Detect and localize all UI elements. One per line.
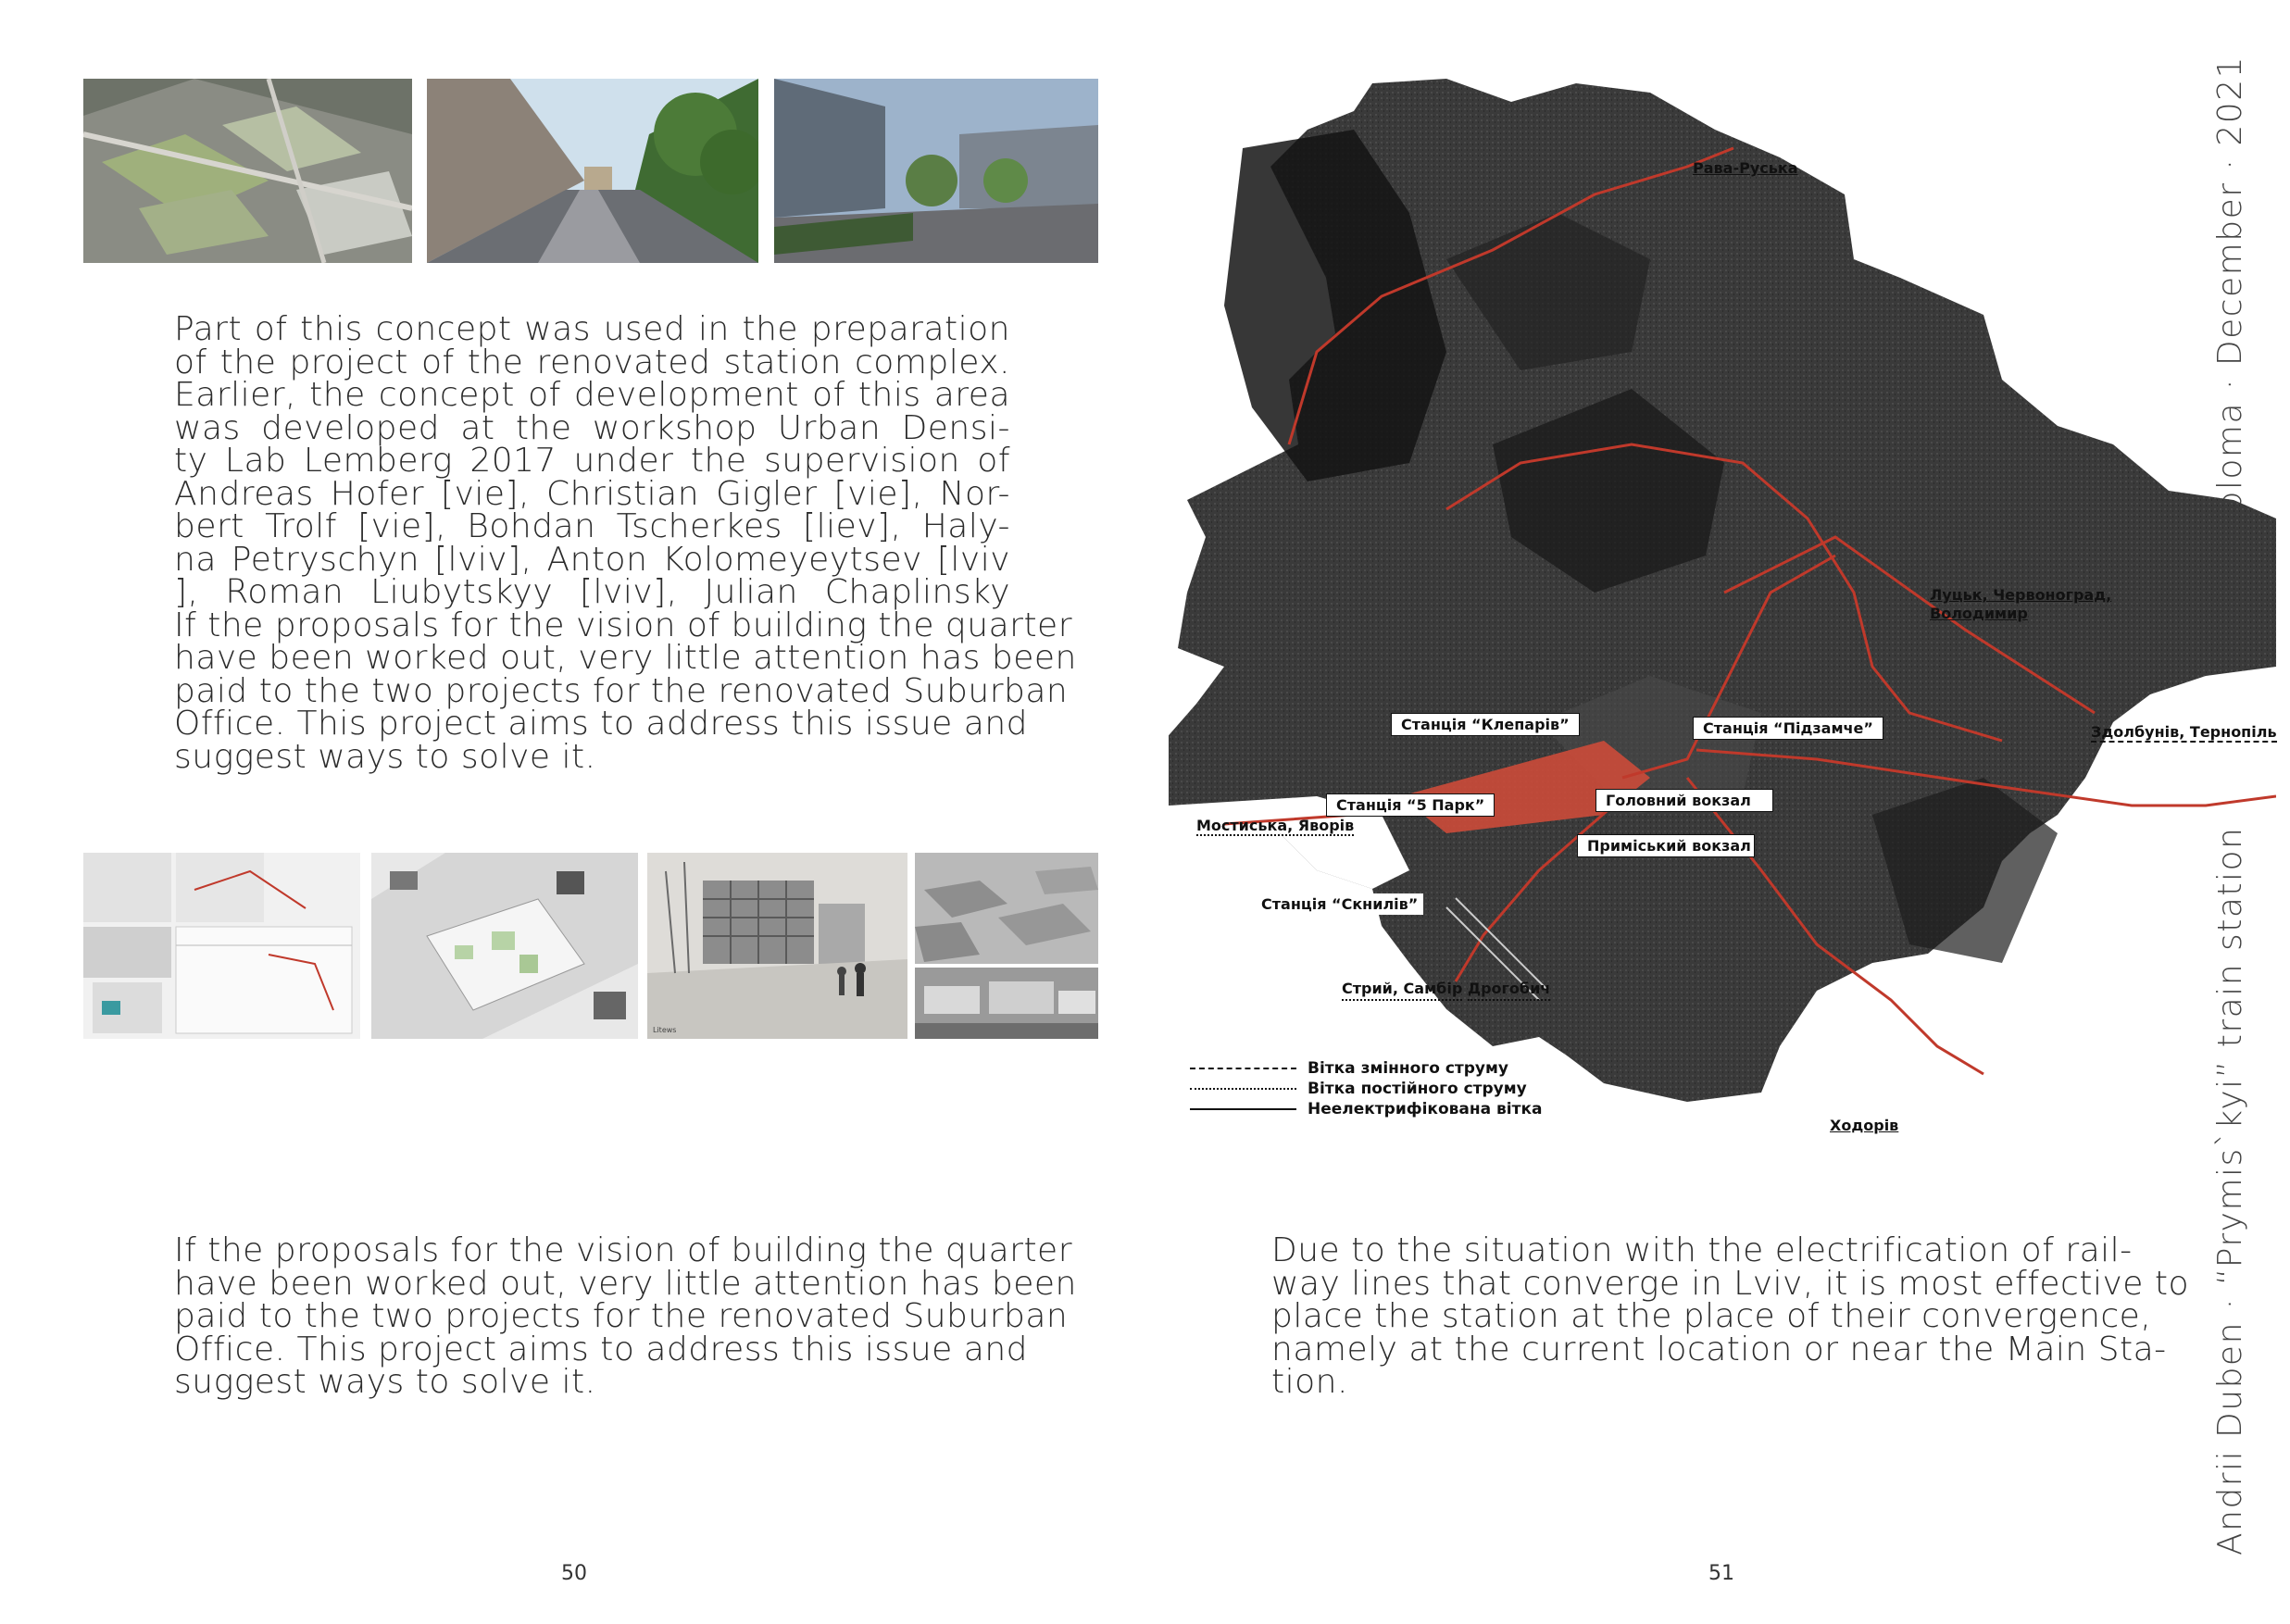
map-label-stryi-line2: Дрогобич	[1468, 979, 1550, 1001]
legend-dotted-line	[1190, 1088, 1296, 1090]
legend-label: Вітка постійного струму	[1308, 1080, 1527, 1098]
text-line: If the proposals for the vision of building the quarter	[174, 606, 1073, 644]
legend-item-dc	[1190, 1079, 1542, 1099]
legend-item-ac	[1190, 1058, 1542, 1079]
text-line: ty Lab Lemberg 2017 under the supervision of	[174, 442, 1010, 480]
intro-paragraph	[174, 310, 1077, 776]
site-plan-image	[371, 853, 638, 1039]
map-label-stryi-line1: Стрий, Самбір	[1342, 979, 1462, 1001]
map-label-klepariv: Станція “Клепарів”	[1391, 713, 1580, 736]
page-number-left: 50	[561, 1562, 587, 1585]
map-label-lutsk	[1930, 586, 2111, 623]
model-render-image-top	[915, 853, 1098, 964]
plaza-render-photo	[774, 79, 1098, 263]
analysis-sheet-image	[83, 853, 360, 1039]
map-label-main-station: Головний вокзал	[1595, 789, 1773, 812]
text-line: way lines that converge in Lviv, it is most effective to	[1271, 1264, 2189, 1303]
map-label-mostyska: Мостиська, Яворів	[1196, 817, 1355, 834]
text-line: If the proposals for the vision of building the quarter	[174, 1231, 1073, 1269]
text-line: namely at the current location or near the Main Sta-	[1271, 1330, 2167, 1368]
text-line: Due to the situation with the electrification of rail-	[1271, 1231, 2133, 1269]
diploma-date: Diploma · December · 2021	[2211, 56, 2249, 551]
legend-dashed-line	[1190, 1068, 1296, 1069]
map-label-zdolbuniv: Здолбунів, Тернопіль	[2091, 723, 2277, 741]
railway-map	[1169, 74, 2276, 1176]
page-number-right: 51	[1708, 1562, 1734, 1585]
text-line: bert Trolf [vie], Bohdan Tscherkes [liev], Haly-	[174, 507, 1010, 545]
text-line: na Petryschyn [lviv], Anton Kolomeyeytsev [lviv	[174, 540, 1010, 579]
map-label-sknyliv: Станція “Скнилів”	[1256, 893, 1423, 915]
map-label-suburban-station: Приміський вокзал	[1577, 834, 1755, 857]
text-line: paid to the two projects for the renovated Suburban	[174, 1297, 1069, 1335]
text-line: Office. This project aims to address this issue and	[174, 1330, 1028, 1368]
text-line: suggest ways to solve it.	[174, 737, 596, 776]
text-line: have been worked out, very little attention has been	[174, 1264, 1077, 1303]
map-label-khodoriv: Ходорів	[1830, 1117, 1899, 1134]
text-line: place the station at the place of their convergence,	[1271, 1297, 2152, 1335]
aerial-render-photo	[83, 79, 412, 263]
author-title: Andrii Duben · “Prymis`kyi” train station	[2211, 826, 2249, 1555]
map-label-stryi	[1342, 979, 1550, 1001]
map-label-lutsk-line1: Луцьк, Червоноград,	[1930, 586, 2112, 604]
text-line: paid to the two projects for the renovated Suburban	[174, 671, 1069, 710]
text-line: Andreas Hofer [vie], Christian Gigler [vie], Nor-	[174, 474, 1010, 513]
text-line: of the project of the renovated station complex.	[174, 343, 1010, 381]
legend-item-non-electric	[1190, 1099, 1542, 1119]
legend-solid-line	[1190, 1108, 1296, 1110]
text-line: Part of this concept was used in the preparation	[174, 310, 1010, 348]
city-map-graphic	[1169, 74, 2276, 1176]
text-line: tion.	[1271, 1363, 1348, 1401]
text-line: Earlier, the concept of development of this area	[174, 376, 1010, 414]
street-render-photo	[427, 79, 758, 263]
text-line: was developed at the workshop Urban Densi-	[174, 408, 1010, 447]
map-label-pidzamche: Станція “Підзамче”	[1693, 717, 1883, 740]
text-line: ], Roman Liubytskyy [lviv], Julian Chaplinsky	[174, 573, 1010, 611]
legend-label: Неелектрифікована вітка	[1308, 1100, 1543, 1118]
text-line: Office. This project aims to address this issue and	[174, 705, 1028, 743]
text-line: suggest ways to solve it.	[174, 1363, 596, 1401]
right-bottom-paragraph	[1271, 1231, 2189, 1401]
map-legend	[1190, 1058, 1542, 1119]
map-label-lutsk-line2: Володимир	[1930, 605, 2028, 622]
map-label-rava-ruska: Рава-Руська	[1693, 159, 1798, 177]
winter-render-image	[647, 853, 907, 1039]
text-line: have been worked out, very little attention has been	[174, 639, 1077, 677]
left-bottom-paragraph	[174, 1231, 1077, 1401]
legend-label: Вітка змінного струму	[1308, 1059, 1508, 1078]
map-label-park5: Станція “5 Парк”	[1326, 793, 1495, 817]
image-caption: Litews	[653, 1026, 677, 1034]
model-render-image-bottom	[915, 968, 1098, 1039]
